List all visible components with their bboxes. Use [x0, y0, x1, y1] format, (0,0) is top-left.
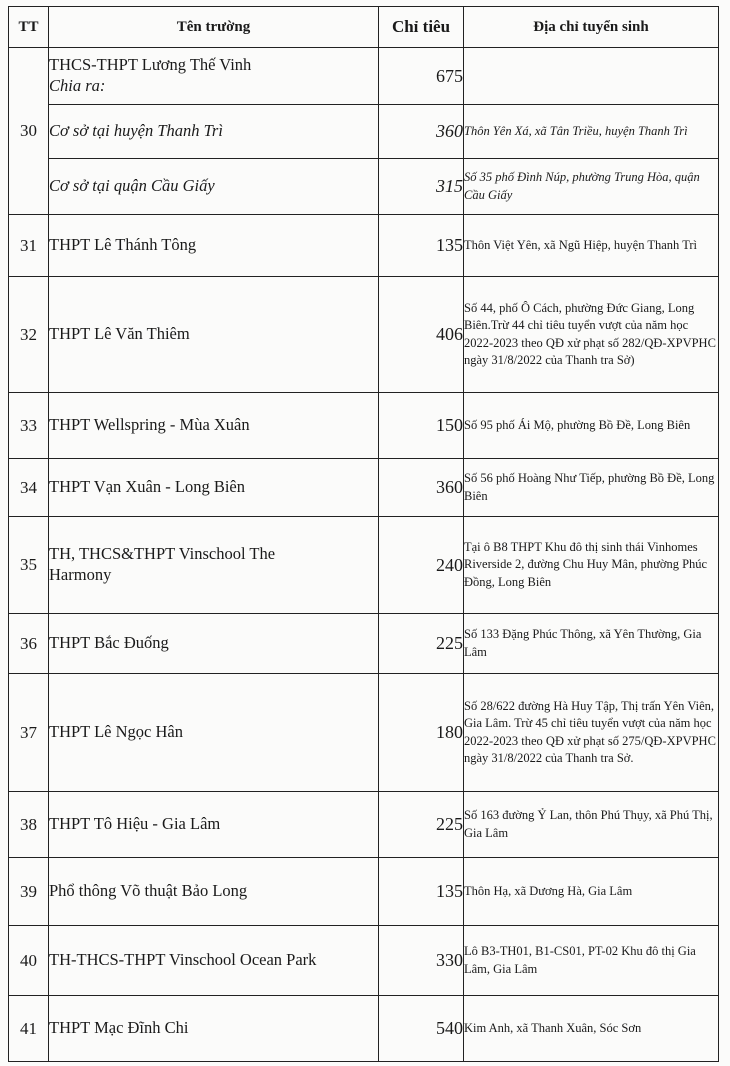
quota-value: 406	[379, 277, 464, 393]
row-number: 40	[9, 926, 49, 996]
quota-value: 240	[379, 517, 464, 614]
school-name: Phổ thông Võ thuật Bảo Long	[49, 858, 379, 926]
table-row	[9, 926, 719, 996]
row-number: 31	[9, 215, 49, 277]
table-row	[9, 215, 719, 277]
table-row	[9, 105, 719, 159]
address: Thôn Việt Yên, xã Ngũ Hiệp, huyện Thanh Trì	[464, 215, 719, 277]
row-number: 36	[9, 614, 49, 674]
school-name: THPT Mạc Đĩnh Chi	[49, 996, 379, 1062]
header-quota: Chỉ tiêu	[379, 7, 464, 48]
row-number: 38	[9, 792, 49, 858]
address: Thôn Hạ, xã Dương Hà, Gia Lâm	[464, 858, 719, 926]
school-name: THPT Lê Văn Thiêm	[49, 277, 379, 393]
quota-value: 360	[379, 459, 464, 517]
row-number: 37	[9, 674, 49, 792]
table-row	[9, 858, 719, 926]
campus-name: Cơ sở tại huyện Thanh Trì	[49, 105, 379, 159]
table-row	[9, 48, 719, 105]
row-number: 39	[9, 858, 49, 926]
address: Tại ô B8 THPT Khu đô thị sinh thái Vinhomes Riverside 2, đường Chu Huy Mân, phường Phúc Đồng, Long Biên	[464, 517, 719, 614]
address	[464, 48, 719, 105]
quota-value: 180	[379, 674, 464, 792]
table-row	[9, 159, 719, 215]
row-number: 41	[9, 996, 49, 1062]
school-name-line: TH, THCS&THPT Vinschool The	[49, 544, 276, 564]
quota-value: 675	[379, 48, 464, 105]
quota-value: 135	[379, 858, 464, 926]
table-row	[9, 393, 719, 459]
quota-value: 360	[379, 105, 464, 159]
school-name: THPT Lê Ngọc Hân	[49, 674, 379, 792]
quota-value: 225	[379, 792, 464, 858]
address: Số 35 phố Đình Núp, phường Trung Hòa, quận Cầu Giấy	[464, 159, 719, 215]
table-row	[9, 277, 719, 393]
row-number: 30	[9, 48, 49, 215]
address: Số 56 phố Hoàng Như Tiếp, phường Bồ Đề, Long Biên	[464, 459, 719, 517]
quota-value: 540	[379, 996, 464, 1062]
address: Số 95 phố Ái Mộ, phường Bồ Đề, Long Biên	[464, 393, 719, 459]
school-name-line: Harmony	[49, 565, 112, 584]
address: Số 163 đường Ỷ Lan, thôn Phú Thụy, xã Phú Thị, Gia Lâm	[464, 792, 719, 858]
table-row	[9, 614, 719, 674]
address: Số 133 Đặng Phúc Thông, xã Yên Thường, Gia Lâm	[464, 614, 719, 674]
row-number: 33	[9, 393, 49, 459]
school-name: TH-THCS-THPT Vinschool Ocean Park	[49, 926, 379, 996]
quota-value: 315	[379, 159, 464, 215]
school-name: THPT Vạn Xuân - Long Biên	[49, 459, 379, 517]
header-address: Địa chỉ tuyển sinh	[464, 7, 719, 48]
header-row	[9, 7, 719, 48]
quota-value: 150	[379, 393, 464, 459]
address: Số 28/622 đường Hà Huy Tập, Thị trấn Yên Viên, Gia Lâm. Trừ 45 chỉ tiêu tuyển vượt của năm học 2022-2023 theo QĐ xử phạt số 275/QĐ-XPVPHC ngày 31/8/2022 của Thanh tra Sở.	[464, 674, 719, 792]
campus-name: Cơ sở tại quận Cầu Giấy	[49, 159, 379, 215]
table-row	[9, 459, 719, 517]
address: Thôn Yên Xá, xã Tân Triều, huyện Thanh Trì	[464, 105, 719, 159]
school-name: THPT Bắc Đuống	[49, 614, 379, 674]
enrollment-table	[8, 6, 719, 1062]
row-number: 34	[9, 459, 49, 517]
address: Lô B3-TH01, B1-CS01, PT-02 Khu đô thị Gia Lâm, Gia Lâm	[464, 926, 719, 996]
row-number: 32	[9, 277, 49, 393]
school-name: THPT Wellspring - Mùa Xuân	[49, 393, 379, 459]
school-name: THPT Lê Thánh Tông	[49, 215, 379, 277]
header-school: Tên trường	[49, 7, 379, 48]
table-row	[9, 517, 719, 614]
table-row	[9, 674, 719, 792]
table-row	[9, 792, 719, 858]
school-name-line: THCS-THPT Lương Thế Vinh	[49, 55, 252, 75]
quota-value: 225	[379, 614, 464, 674]
quota-value: 330	[379, 926, 464, 996]
school-name: THPT Tô Hiệu - Gia Lâm	[49, 792, 379, 858]
school-name	[49, 48, 379, 105]
table-row	[9, 996, 719, 1062]
quota-value: 135	[379, 215, 464, 277]
split-label: Chia ra:	[49, 76, 106, 95]
row-number: 35	[9, 517, 49, 614]
header-tt: TT	[9, 7, 49, 48]
address: Số 44, phố Ô Cách, phường Đức Giang, Long Biên.Trừ 44 chỉ tiêu tuyển vượt của năm học 2022-2023 theo QĐ xử phạt số 282/QĐ-XPVPHC ngày 31/8/2022 của Thanh tra Sở)	[464, 277, 719, 393]
address: Kim Anh, xã Thanh Xuân, Sóc Sơn	[464, 996, 719, 1062]
school-name	[49, 517, 379, 614]
